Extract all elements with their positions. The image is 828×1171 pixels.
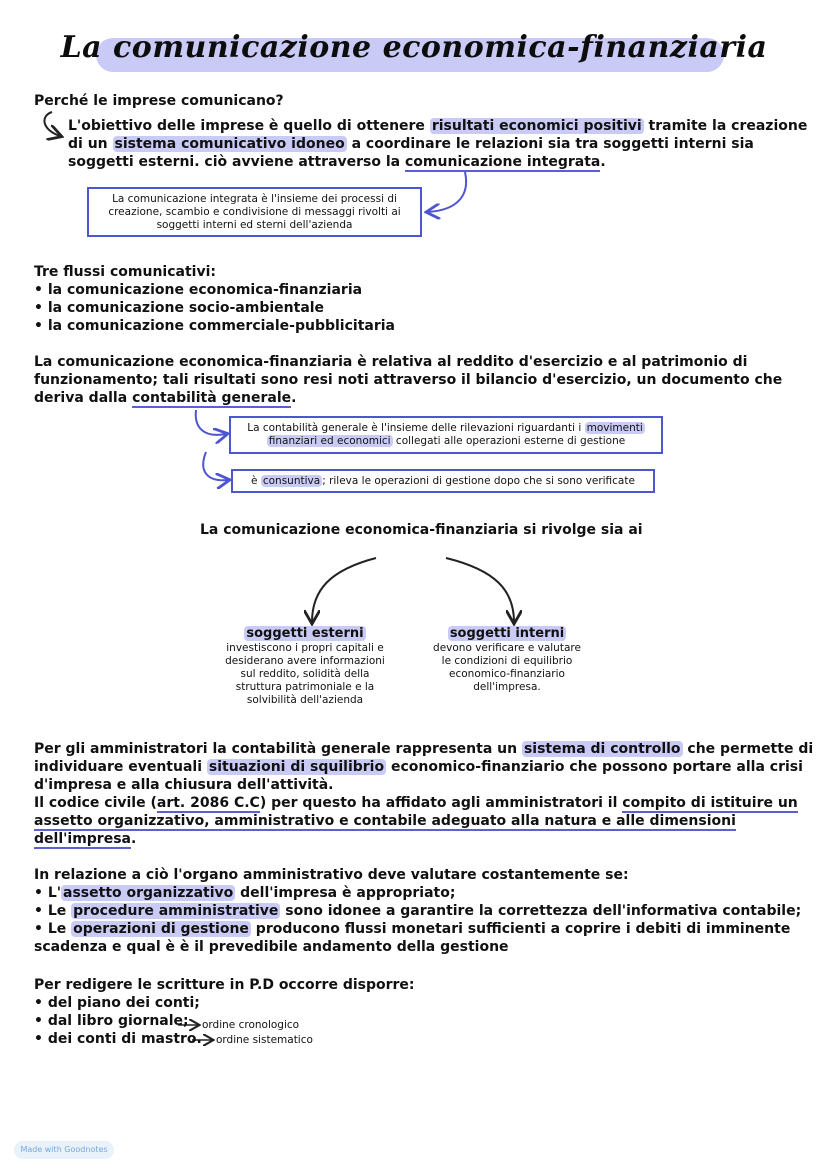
question-heading: Perché le imprese comunicano?	[34, 93, 284, 109]
box2-line2: finanziari ed economici collegati alle operazioni esterne di gestione	[268, 435, 626, 447]
internal-subjects	[412, 626, 602, 694]
external-arrow	[312, 558, 376, 622]
external-line: struttura patrimoniale e la	[235, 681, 375, 693]
external-title: soggetti esterni	[246, 626, 364, 641]
box1-line3: soggetti interni ed sterni dell'azienda	[156, 219, 353, 231]
p3-line6: dell'impresa.	[34, 831, 137, 847]
p3-line5: assetto organizzativo, amministrativo e contabile adeguato alla natura e alle dimensioni	[34, 813, 736, 829]
p4-bullet3-cont: scadenza e qual è è il prevedibile andamento della gestione	[34, 939, 509, 955]
p3-line1: Per gli amministratori la contabilità generale rappresenta un sistema di controllo che permette di	[34, 741, 814, 757]
external-line: desiderano avere informazioni	[225, 655, 385, 667]
p5-item3-note: ordine sistematico	[216, 1034, 313, 1046]
page-title: La comunicazione economica-finanziaria	[60, 30, 768, 65]
box1-line1: La comunicazione integrata è l'insieme dei processi di	[112, 193, 397, 205]
p5-item2-note: ordine cronologico	[202, 1019, 300, 1031]
definition-box-consuntiva	[231, 469, 655, 493]
box2-line1: La contabilità generale è l'insieme delle rilevazioni riguardanti i movimenti	[247, 422, 643, 434]
box2-arrow	[196, 410, 226, 435]
p4-heading: In relazione a ciò l'organo amministrativo deve valutare costantemente se:	[34, 867, 629, 883]
p4-bullet2: • Le procedure amministrative sono idonee a garantire la correttezza dell'informativa contabile;	[34, 903, 802, 919]
p5-item2: • dal libro giornale;	[34, 1013, 189, 1029]
external-subjects	[210, 626, 400, 707]
definition-box-integrated	[87, 187, 422, 237]
goodnotes-badge: Made with Goodnotes	[14, 1141, 114, 1159]
internal-title: soggetti interni	[449, 626, 565, 641]
addressed-line: La comunicazione economica-finanziaria si rivolge sia ai	[200, 522, 643, 538]
flows-heading: Tre flussi comunicativi:	[34, 264, 216, 280]
internal-line: dell'impresa.	[473, 681, 541, 693]
p5-heading: Per redigere le scritture in P.D occorre disporre:	[34, 977, 415, 993]
hook-arrow	[44, 112, 60, 136]
p3-line4: Il codice civile (art. 2086 C.C) per questo ha affidato agli amministratori il compito di istituire un	[34, 795, 798, 811]
internal-line: devono verificare e valutare	[433, 642, 581, 654]
external-line: solvibilità dell'azienda	[246, 694, 364, 706]
p1-line2: di un sistema comunicativo idoneo a coordinare le relazioni sia tra soggetti interni sia	[68, 136, 754, 152]
flow-item: • la comunicazione economica-finanziaria	[34, 282, 363, 298]
box1-arrow	[428, 172, 466, 212]
external-line: sul reddito, solidità della	[240, 668, 370, 680]
flow-item: • la comunicazione commerciale-pubblicitaria	[34, 318, 395, 334]
p2-line1: La comunicazione economica-finanziaria è relativa al reddito d'esercizio e al patrimonio di	[34, 354, 748, 370]
p3-line2: individuare eventuali situazioni di squilibrio economico-finanziario che possono portare alla crisi	[34, 759, 803, 775]
p5-item1: • del piano dei conti;	[34, 995, 200, 1011]
p3-line3: d'impresa e alla chiusura dell'attività.	[34, 777, 334, 793]
p2-line3: deriva dalla contabilità generale.	[34, 390, 297, 406]
box1-line2: creazione, scambio e condivisione di messaggi rivolti ai	[108, 206, 401, 218]
internal-arrow	[446, 558, 514, 622]
internal-line: le condizioni di equilibrio	[441, 655, 573, 667]
p4-bullet1: • L' assetto organizzativo dell'impresa è appropriato;	[34, 885, 456, 901]
flow-item: • la comunicazione socio-ambientale	[34, 300, 325, 316]
p1-line1: L'obiettivo delle imprese è quello di ottenere risultati economici positivi tramite la creazione	[68, 118, 808, 134]
external-line: investiscono i propri capitali e	[226, 642, 384, 654]
box3-arrow	[203, 452, 228, 480]
p2-line2: funzionamento; tali risultati sono resi noti attraverso il bilancio d'esercizio, un documento che	[34, 372, 783, 388]
p1-line3: soggetti esterni. ciò avviene attraverso la comunicazione integrata.	[68, 154, 606, 170]
box3-line: è consuntiva ; rileva le operazioni di gestione dopo che si sono verificate	[251, 475, 635, 487]
definition-box-general-accounting	[229, 416, 663, 454]
internal-line: economico-finanziario	[449, 668, 565, 680]
p4-bullet3: • Le operazioni di gestione producono flussi monetari sufficienti a coprire i debiti di imminente	[34, 921, 791, 937]
p5-item3: • dei conti di mastro.	[34, 1031, 202, 1047]
